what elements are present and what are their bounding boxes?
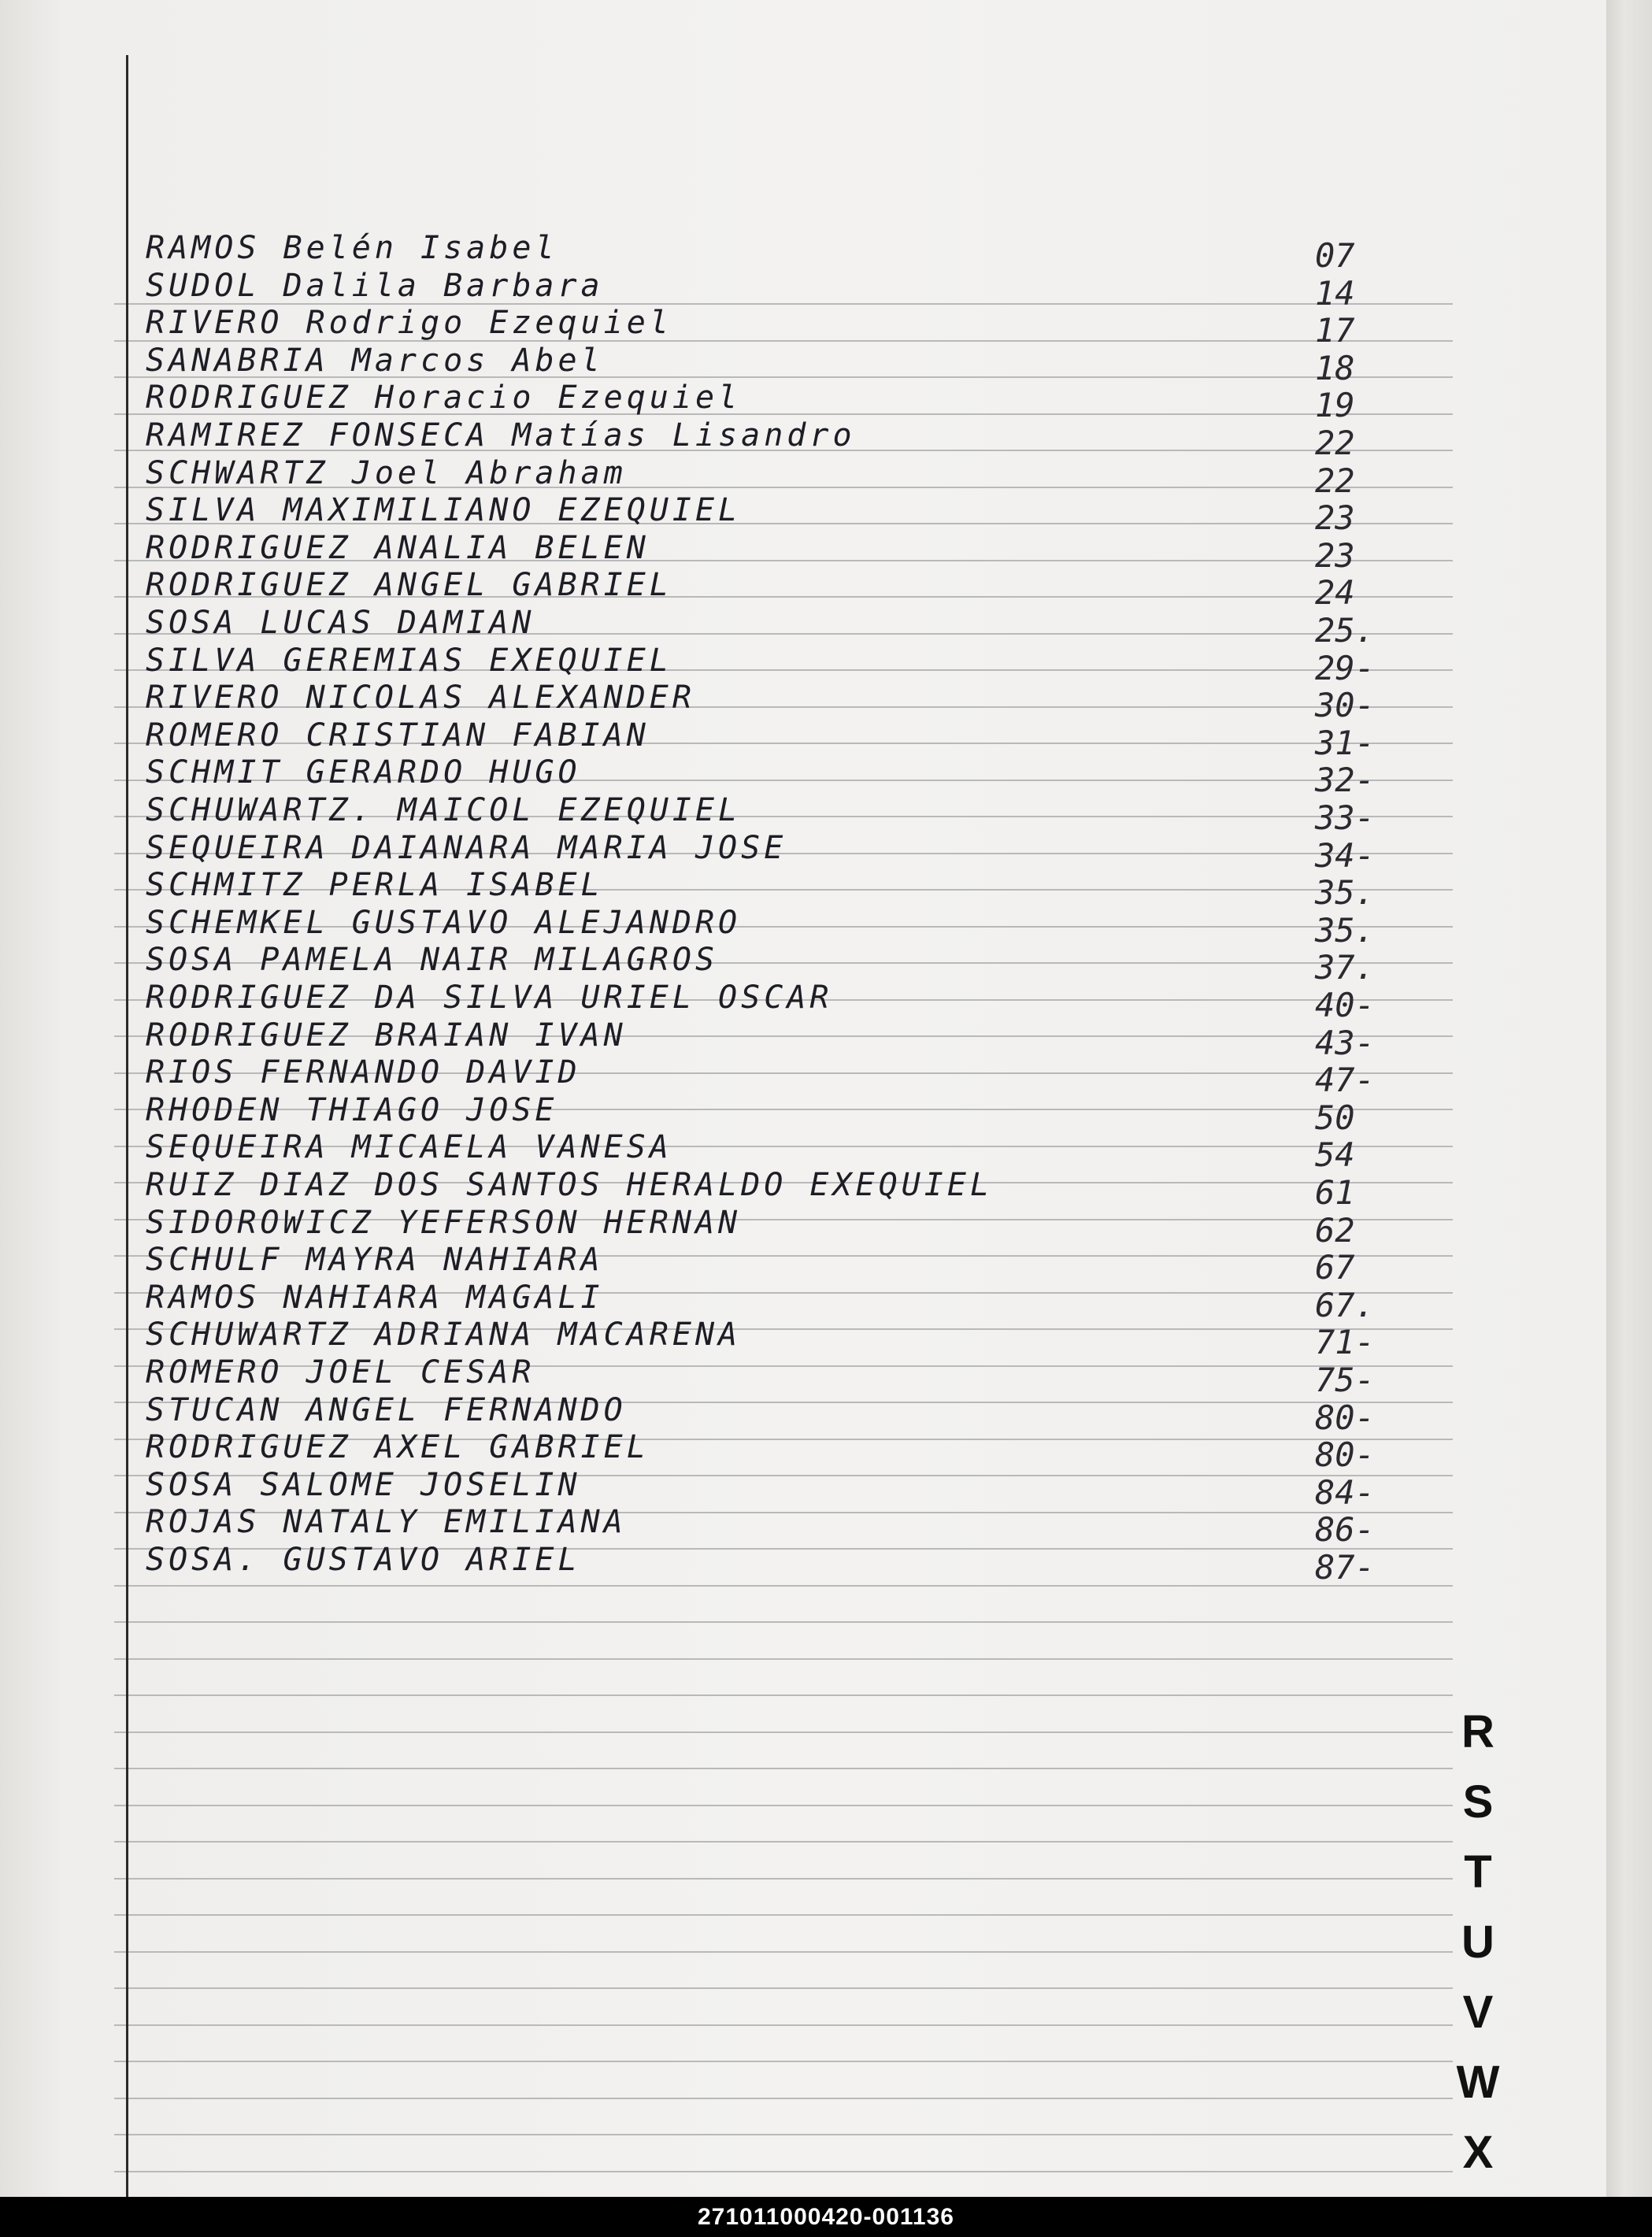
entry-name: SCHUWARTZ. MAICOL EZEQUIEL <box>146 792 742 828</box>
entry-number: 22 <box>1315 424 1355 462</box>
entry-name: SOSA SALOME JOSELIN <box>146 1466 581 1503</box>
entry-number: 75- <box>1315 1361 1375 1399</box>
entry-name: RIVERO Rodrigo Ezequiel <box>146 305 672 342</box>
entry-number: 43- <box>1315 1023 1375 1062</box>
entry-name: RUIZ DIAZ DOS SANTOS HERALDO EXEQUIEL <box>146 1167 994 1203</box>
entry-name: SCHMITZ PERLA ISABEL <box>146 867 604 904</box>
entry-name: RIOS FERNANDO DAVID <box>146 1054 581 1091</box>
entry-name: SOSA LUCAS DAMIAN <box>146 605 535 641</box>
entry-number: 14 <box>1315 273 1355 313</box>
entry-number: 35. <box>1315 873 1375 913</box>
entry-number: 37. <box>1315 948 1375 987</box>
entry-name: SUDOL Dalila Barbara <box>146 267 604 304</box>
entry-number: 61 <box>1315 1173 1355 1212</box>
entry-name: RAMOS NAHIARA MAGALI <box>146 1279 604 1316</box>
entry-number: 40- <box>1315 986 1375 1024</box>
entry-number: 29- <box>1315 648 1375 687</box>
entry-name: ROMERO CRISTIAN FABIAN <box>146 717 650 754</box>
entry-name: SEQUEIRA MICAELA VANESA <box>146 1129 672 1166</box>
ruled-line <box>114 1768 1453 1769</box>
ruled-line <box>114 2061 1453 2062</box>
index-tab-s[interactable]: S <box>1462 1776 1494 1828</box>
entry-number: 67. <box>1315 1285 1375 1324</box>
entry-name: SOSA. GUSTAVO ARIEL <box>146 1542 581 1578</box>
ruled-line <box>114 1914 1453 1916</box>
ruled-line <box>114 2098 1453 2099</box>
index-tab-r[interactable]: R <box>1461 1706 1495 1757</box>
entry-name: SCHWARTZ Joel Abraham <box>146 454 627 491</box>
entry-name: SANABRIA Marcos Abel <box>146 342 604 379</box>
entry-number: 22 <box>1315 461 1355 500</box>
entry-name: SILVA GEREMIAS EXEQUIEL <box>146 642 672 679</box>
entry-number: 35. <box>1315 910 1375 950</box>
page-edge <box>1606 0 1652 2197</box>
entry-number: 18 <box>1315 348 1355 387</box>
ruled-line <box>114 1805 1453 1806</box>
entry-name: SCHEMKEL GUSTAVO ALEJANDRO <box>146 904 742 941</box>
entry-name: SOSA PAMELA NAIR MILAGROS <box>146 942 719 979</box>
entry-name: RAMIREZ FONSECA Matías Lisandro <box>146 417 856 454</box>
entry-name: SCHULF MAYRA NAHIARA <box>146 1242 604 1279</box>
entry-number: 62 <box>1315 1210 1355 1250</box>
entry-number: 47- <box>1315 1061 1375 1100</box>
entry-name: SIDOROWICZ YEFERSON HERNAN <box>146 1204 742 1241</box>
entry-name: RAMOS Belén Isabel <box>146 230 558 266</box>
entry-name: SCHMIT GERARDO HUGO <box>146 754 581 791</box>
ruled-line <box>114 1731 1453 1733</box>
ruled-line <box>114 1878 1453 1880</box>
entry-number: 24 <box>1315 573 1355 613</box>
entry-name: RODRIGUEZ AXEL GABRIEL <box>146 1429 650 1466</box>
ruled-line <box>114 1694 1453 1696</box>
index-tab-t[interactable]: T <box>1464 1846 1492 1898</box>
index-tab-u[interactable]: U <box>1461 1917 1495 1968</box>
index-tab-w[interactable]: W <box>1456 2057 1500 2108</box>
entry-number: 23 <box>1315 498 1355 538</box>
entry-number: 71- <box>1315 1323 1375 1362</box>
index-tab-x[interactable]: X <box>1462 2127 1494 2178</box>
entry-number: 25. <box>1315 611 1375 650</box>
entry-name: ROMERO JOEL CESAR <box>146 1354 535 1391</box>
entry-name: RODRIGUEZ ANALIA BELEN <box>146 529 650 566</box>
ruled-line <box>114 1987 1453 1989</box>
entry-number: 67 <box>1315 1248 1355 1287</box>
ruled-line <box>114 2134 1453 2135</box>
entry-number: 17 <box>1315 311 1355 350</box>
index-tab-v[interactable]: V <box>1462 1987 1494 2038</box>
entry-name: RHODEN THIAGO JOSE <box>146 1091 558 1128</box>
entry-number: 31- <box>1315 723 1375 762</box>
entry-number: 07 <box>1315 236 1355 275</box>
entry-name: STUCAN ANGEL FERNANDO <box>146 1391 627 1428</box>
entry-number: 30- <box>1315 686 1375 725</box>
entry-name: RIVERO NICOLAS ALEXANDER <box>146 680 695 717</box>
entry-number: 80- <box>1315 1435 1375 1475</box>
ruled-line <box>114 2171 1453 2172</box>
margin-line <box>126 55 128 2197</box>
entry-number: 87- <box>1315 1548 1375 1587</box>
document-id-footer: 271011000420-001136 <box>0 2197 1652 2237</box>
ruled-line <box>114 2024 1453 2026</box>
entry-name: RODRIGUEZ Horacio Ezequiel <box>146 380 742 417</box>
entry-number: 19 <box>1315 386 1355 425</box>
entry-name: ROJAS NATALY EMILIANA <box>146 1504 627 1541</box>
entry-number: 32- <box>1315 761 1375 800</box>
entry-number: 50 <box>1315 1098 1355 1137</box>
ruled-line <box>114 1658 1453 1660</box>
entry-number: 34- <box>1315 835 1375 875</box>
ruled-line <box>114 1841 1453 1843</box>
entry-number: 23 <box>1315 535 1355 575</box>
entry-name: RODRIGUEZ ANGEL GABRIEL <box>146 567 672 604</box>
ruled-line <box>114 1621 1453 1623</box>
entry-number: 80- <box>1315 1398 1375 1437</box>
entry-name: RODRIGUEZ BRAIAN IVAN <box>146 1017 627 1054</box>
entry-name: RODRIGUEZ DA SILVA URIEL OSCAR <box>146 980 833 1016</box>
entry-number: 86- <box>1315 1510 1375 1550</box>
entry-name: SCHUWARTZ ADRIANA MACARENA <box>146 1317 742 1354</box>
entry-name: SILVA MAXIMILIANO EZEQUIEL <box>146 492 742 529</box>
entry-number: 84- <box>1315 1472 1375 1512</box>
entry-name: SEQUEIRA DAIANARA MARIA JOSE <box>146 829 787 866</box>
entry-number: 33- <box>1315 798 1375 837</box>
entry-number: 54 <box>1315 1135 1355 1175</box>
ruled-line <box>114 1951 1453 1953</box>
